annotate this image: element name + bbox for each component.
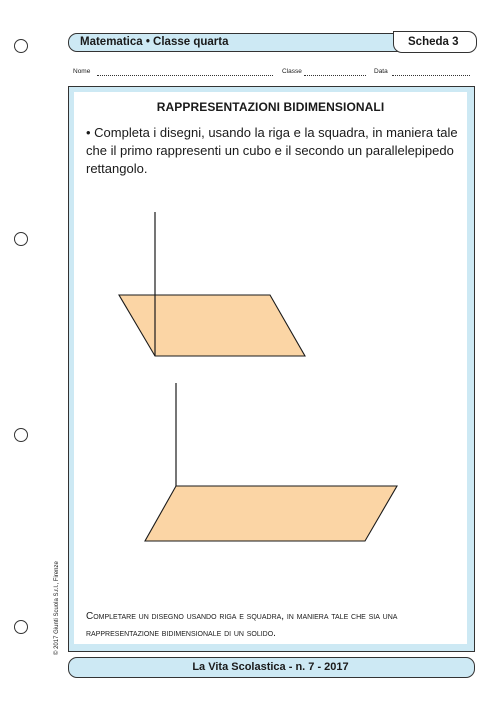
- date-label: Data: [374, 68, 388, 75]
- header-subject: Matematica • Classe quarta: [80, 36, 229, 48]
- class-label: Classe: [282, 68, 302, 75]
- worksheet-instruction: • Completa i disegni, usando la riga e la squadra, in maniera tale che il primo rappresenti un cubo e il secondo un parallelepipedo rettangolo.: [86, 125, 458, 176]
- worksheet-title: RAPPRESENTAZIONI BIDIMENSIONALI: [156, 100, 385, 114]
- worksheet-caption: Completare un disegno usando riga e squadra, in maniera tale che sia una rappresentazione bidimensionale di un solido.: [86, 611, 398, 639]
- sheet-number: Scheda 3: [408, 36, 459, 48]
- cube-base-parallelogram: [119, 295, 305, 356]
- prism-base-parallelogram: [145, 486, 397, 541]
- footer-text: La Vita Scolastica - n. 7 - 2017: [192, 661, 349, 673]
- name-label: Nome: [73, 68, 91, 75]
- copyright-notice: © 2017 Giunti Scuola S.r.l., Firenze: [54, 561, 60, 655]
